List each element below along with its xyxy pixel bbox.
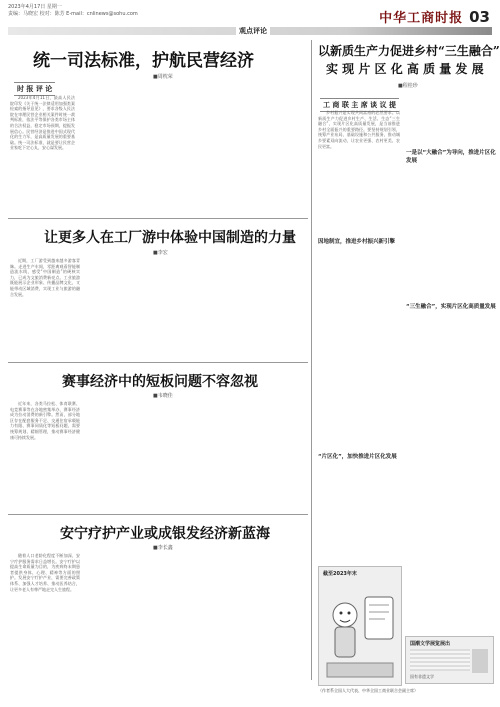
article2-tag: 工 商 联 主 席 谈 议 提 xyxy=(320,98,399,112)
article3-col2 xyxy=(85,258,155,356)
poster-figure xyxy=(472,649,488,673)
article4-byline: ■韦晓佳 xyxy=(153,393,173,399)
article1-col3 xyxy=(155,82,225,213)
article5-col3 xyxy=(160,553,230,693)
article5-byline: ■李长鑫 xyxy=(153,545,173,551)
article2-col2 xyxy=(405,94,492,144)
article1-col2 xyxy=(80,82,150,213)
article2-col4 xyxy=(318,246,400,446)
article3-title: 让更多人在工厂游中体验中国制造的力量 xyxy=(44,230,296,246)
article2-subhead-3: “片区化”，加快推进片区化发展 xyxy=(318,454,397,460)
article2-title: 以新质生产力促进乡村“三生融合” xyxy=(318,44,500,58)
divider-a3 xyxy=(8,218,308,219)
cartoon-caption: 截至2023年末 xyxy=(323,571,357,577)
article3-col4 xyxy=(235,258,305,356)
divider-a5 xyxy=(8,514,308,515)
article5-col1 xyxy=(10,553,80,693)
article2-byline: ■程桂珍 xyxy=(398,83,418,89)
cartoon-drawing xyxy=(319,567,401,685)
cartoon-image xyxy=(318,566,402,686)
article2-text: 乡村振兴是实现共同富裕的必然要求。以新质生产力促进乡村生产、生活、生态“三生融合”，实现片区化高质量发展，是当前推进乡村全面振兴的重要路径。要坚持规划引领，统筹产业布局、基础设施和公共服务，推动城乡要素双向流动，让农业更强、农村更美、农民更富。 xyxy=(318,110,400,149)
article4-text: 近年来，各类马拉松、体育联赛、电竞赛事等在各地密集举办，赛事经济成为拉动消费的新引擎。然而，部分地区存在配套服务不足、交通住宿承载能力有限、赛事同质化等短板问题，需要统筹规划、精细管理，推动赛事经济健康可持续发展。 xyxy=(10,401,80,440)
poster-caption: 国有非遗文学 xyxy=(410,674,434,679)
article3-byline: ■李宏 xyxy=(153,250,168,256)
masthead xyxy=(379,7,490,26)
divider-a4 xyxy=(8,362,308,363)
article4-col1 xyxy=(10,401,80,509)
exhibition-poster xyxy=(405,636,494,684)
article5-col2 xyxy=(85,553,155,693)
article3-col1 xyxy=(10,258,80,356)
header-meta xyxy=(8,4,138,18)
article1-col1 xyxy=(10,95,75,213)
article3-text: 近期，工厂游受到越来越多游客青睐。走进生产车间，零距离观看智能制造流水线，感受“中国制造”的硬核实力，已成为文旅消费新亮点。工业旅游既能展示企业形象、传播品牌文化，又能带动区域消费，实现工业与旅游的融合发展。 xyxy=(10,258,80,297)
article1-tag: 时 报 评 论 xyxy=(14,82,55,96)
article3-col3 xyxy=(160,258,230,356)
article1-title: 统一司法标准，护航民营经济 xyxy=(33,51,254,71)
article2-col6 xyxy=(318,461,400,561)
section-label: 观点评论 xyxy=(236,27,270,35)
article1-byline: ■周枕荣 xyxy=(153,74,173,80)
article4-col2 xyxy=(85,401,155,509)
poster-title: 国潮文学展览展出 xyxy=(410,641,451,647)
article2-title2: 实 现 片 区 化 高 质 量 发 展 xyxy=(326,62,484,76)
author-note: （作者系全国人大代表、中华全国工商业联合会副主席） xyxy=(318,688,418,693)
article2-subhead-4: 一是以“大融合”为导向，推进片区化发展 xyxy=(406,150,496,164)
editor-line: 责编：马晓宏 校对：陈芳 E-mail：cnlinews@sohu.com xyxy=(8,11,138,17)
article4-col3 xyxy=(160,401,230,509)
article2-col1 xyxy=(318,110,400,230)
article2-col5 xyxy=(405,311,492,631)
paper-name: 中华工商时报 xyxy=(379,11,464,26)
page-number: 03 xyxy=(469,7,490,26)
column-divider xyxy=(311,40,312,680)
poster-text-block xyxy=(410,649,470,671)
article5-title: 安宁疗护产业或成银发经济新蓝海 xyxy=(60,526,270,542)
article5-text: 随着人口老龄化程度不断加深，安宁疗护服务需求日益增长。安宁疗护以提高生命质量为目的，为疾病终末期患者提供身体、心理、精神等方面的照护。发展安宁疗护产业，需要完善政策体系、加强人才培养、推动医养结合，让更多老人有尊严地走完人生旅程。 xyxy=(10,553,80,592)
article2-col3 xyxy=(405,157,492,297)
date-line: 2023年4月17日 星期一 xyxy=(8,4,62,10)
article1-text: 2023年4月11日，最高人民法院印发《关于统一法律适用加强类案检索的指导意见》，要求各级人民法院在审理民营企业相关案件时统一裁判标准，依法平等保护各类市场主体的合法权益，稳定市场预期，提振发展信心。民营经济是推进中国式现代化的生力军，是高质量发展的重要基础。统一司法标准，就是要让民营企业家吃下定心丸，安心谋发展。 xyxy=(10,95,75,151)
article2-subhead-1: 因地制宜，推进乡村振兴新引擎 xyxy=(318,239,396,245)
article4-title: 赛事经济中的短板问题不容忽视 xyxy=(62,374,258,390)
article5-col4 xyxy=(235,553,305,693)
article1-col4 xyxy=(230,82,305,213)
article2-subhead-5: “三生融合”，实现片区化高质量发展 xyxy=(406,304,496,310)
article4-col4 xyxy=(235,401,305,509)
